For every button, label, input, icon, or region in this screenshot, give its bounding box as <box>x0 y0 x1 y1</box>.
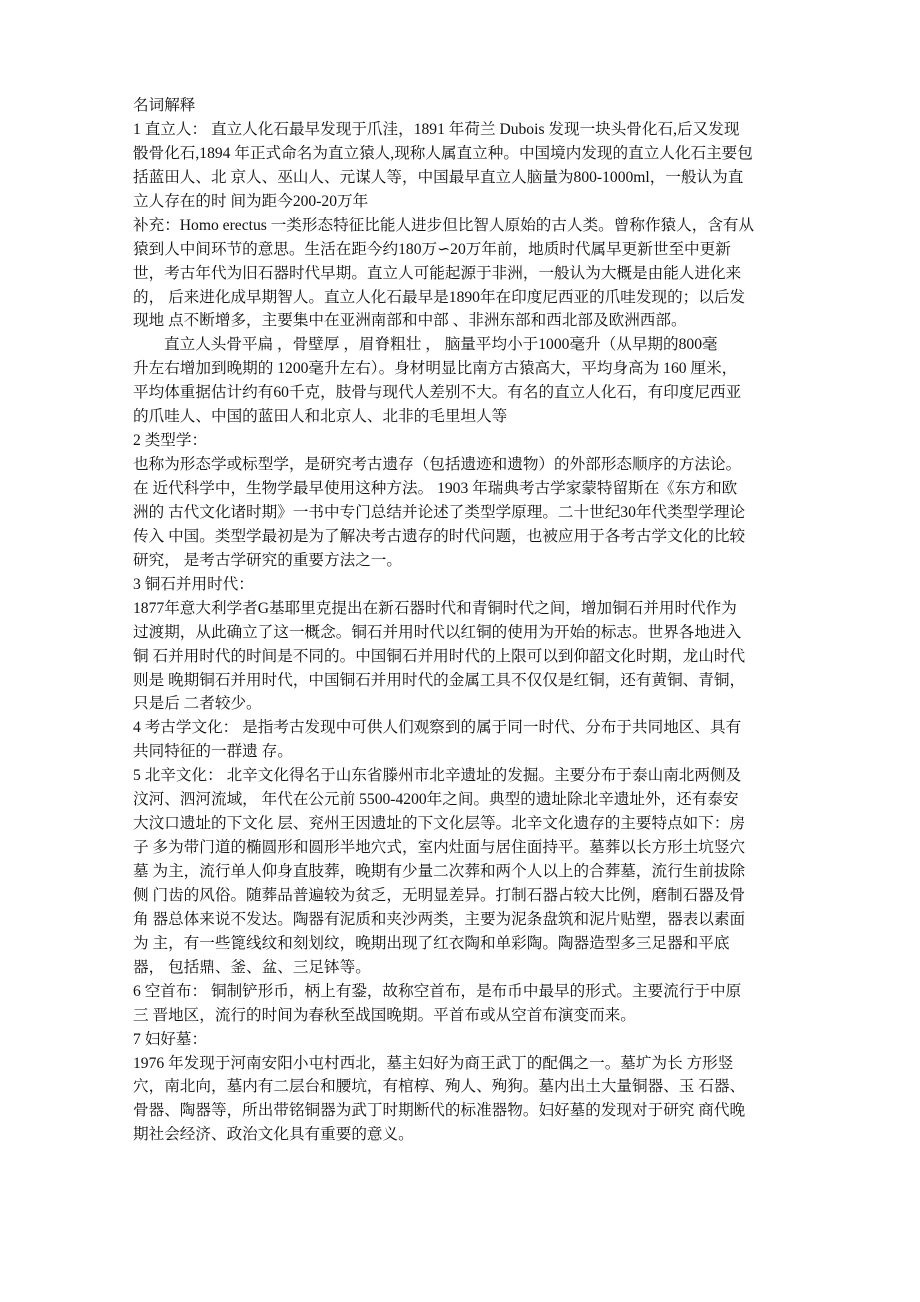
supplement-line: 现地 点不断增多，主要集中在亚洲南部和中部 、非洲东部和西北部及欧洲西部。 <box>133 312 687 330</box>
supplement-line: 世，考古年代为旧石器时代早期。直立人可能起源于非洲，一般认为大概是由能人进化来 <box>133 264 742 282</box>
text-line: 墓 为主，流行单人仰身直肢葬，晚期有少量二次葬和两个人以上的合葬墓，流行生前拔除 <box>133 863 746 880</box>
text-line: 1976 年发现于河南安阳小屯村西北，墓主妇好为商王武丁的配偶之一。墓圹为长 方形竖 <box>133 1054 734 1072</box>
section-heading: 7 妇好墓： <box>133 1030 208 1048</box>
text-line: 升左右增加到晚期的 1200毫升左右）。身材明显比南方古猿高大，平均身高为 160 厘米， <box>133 360 738 378</box>
section-heading: 3 铜石并用时代： <box>133 575 254 593</box>
text-line: 6 空首布： 铜制铲形币，柄上有銎，故称空首布，是布币中最早的形式。主要流行于中原 <box>133 982 742 1000</box>
text-line: 研究， 是考古学研究的重要方法之一。 <box>133 551 402 569</box>
text-line: 括蓝田人、北 京人、巫山人、元谋人等，中国最早直立人脑量为800-1000ml，一般认为直 <box>133 168 744 186</box>
text-line: 过渡期，从此确立了这一概念。铜石并用时代以红铜的使用为开始的标志。世界各地进入 <box>133 623 742 641</box>
supplement-line: 的， 后来进化成早期智人。直立人化石最早是1890年在印度尼西亚的爪哇发现的；以后发 <box>133 288 746 306</box>
text-line: 立人存在的时 间为距今200-20万年 <box>133 192 369 210</box>
text-line: 器， 包括鼎、釜、盆、三足钵等。 <box>133 958 371 976</box>
section-2-typology <box>133 429 793 573</box>
text-line: 侧 门齿的风俗。随葬品普遍较为贫乏，无明显差异。打制石器占较大比例，磨制石器及骨 <box>133 886 746 904</box>
text-line: 传入 中国。类型学最初是为了解决考古遗存的时代问题，也被应用于各考古学文化的比较 <box>133 527 746 545</box>
supplement-line: 补充：Homo erectus 一类形态特征比能人进步但比智人原始的古人类。曾称作猿人，含有从 <box>133 216 755 234</box>
supplement-line: 猿到人中间环节的意思。生活在距今约180万∽20万年前，地质时代属早更新世至中更新 <box>133 240 731 258</box>
section-1-zhiliren <box>133 118 793 429</box>
text-line: 三 晋地区，流行的时间为春秋至战国晚期。平首布或从空首布演变而来。 <box>133 1006 636 1024</box>
text-line: 1 直立人： 直立人化石最早发现于爪洼，1891 年荷兰 Dubois 发现一块头骨化石,后又发现 <box>133 120 740 138</box>
text-line: 大汶口遗址的下文化 层、兖州王因遗址的下文化层等。北辛文化遗存的主要特点如下：房 <box>133 815 746 833</box>
text-line: 穴，南北向，墓内有二层台和腰坑，有棺椁、殉人、殉狗。墓内出土大量铜器、玉 石器、 <box>133 1078 746 1096</box>
text-line: 汶河、泗河流域， 年代在公元前 5500-4200年之间。典型的遗址除北辛遗址外，还有泰安 <box>133 791 739 809</box>
text-line: 平均体重据估计约有60千克，肢骨与现代人差别不大。有名的直立人化石，有印度尼西亚 <box>133 384 742 402</box>
text-line: 铜 石并用时代的时间是不同的。中国铜石并用时代的上限可以到仰韶文化时期，龙山时代 <box>133 647 746 665</box>
text-line: 角 器总体来说不发达。陶器有泥质和夹沙两类，主要为泥条盘筑和泥片贴塑，器表以素面 <box>133 910 746 928</box>
section-5-beixin-culture <box>133 764 793 979</box>
text-line: 只是后 二者较少。 <box>133 695 262 713</box>
text-line: 则是 晚期铜石并用时代，中国铜石并用时代的金属工具不仅仅是红铜，还有黄铜、青铜， <box>133 671 746 689</box>
text-line: 的爪哇人、中国的蓝田人和北京人、北非的毛里坦人等 <box>133 408 508 426</box>
document-title: 名词解释 <box>133 97 196 114</box>
text-line: 期社会经济、政治文化具有重要的意义。 <box>133 1126 414 1144</box>
text-line: 骨器、陶器等，所出带铭铜器为武丁时期断代的标准器物。妇好墓的发现对于研究 商代晚 <box>133 1102 746 1120</box>
section-7-fuhao-tomb <box>133 1028 793 1148</box>
text-line: 子 多为带门道的椭圆形和圆形半地穴式，室内灶面与居住面持平。墓葬以长方形土坑竖穴 <box>133 839 746 857</box>
text-line: 也称为形态学或标型学，是研究考古遗存（包括遗迹和遗物）的外部形态顺序的方法论。 <box>133 456 742 474</box>
text-line: 洲的 古代文化诸时期》一书中专门总结并论述了类型学原理。二十世纪30年代类型学理论 <box>133 503 746 521</box>
section-3-chalcolithic <box>133 573 793 717</box>
text-line: 4 考古学文化： 是指考古发现中可供人们观察到的属于同一时代、分布于共同地区、具有 <box>133 719 742 737</box>
indented-paragraph-line: 直立人头骨平扁 ，骨壁厚 ，眉脊粗壮 ， 脑量平均小于1000毫升（从早期的800毫 <box>164 336 718 354</box>
text-line: 骰骨化石,1894 年正式命名为直立猿人,现称人属直立种。中国境内发现的直立人化石主要包 <box>133 144 753 162</box>
text-line: 在 近代科学中，生物学最早使用这种方法。 1903 年瑞典考古学家蒙特留斯在《东方和欧 <box>133 480 738 497</box>
text-line: 为 主，有一些篦线纹和刻划纹，晚期出现了红衣陶和单彩陶。陶器造型多三足器和平底 <box>133 934 730 952</box>
text-line: 1877年意大利学者G基耶里克提出在新石器时代和青铜时代之间，增加铜石并用时代作为 <box>133 599 737 617</box>
section-heading: 2 类型学： <box>133 432 208 450</box>
section-4-archaeological-culture <box>133 716 793 764</box>
document-page <box>133 94 793 1147</box>
section-6-kongshoubu <box>133 980 793 1028</box>
text-line: 5 北辛文化： 北辛文化得名于山东省滕州市北辛遗址的发掘。主要分布于泰山南北两侧及 <box>133 767 742 785</box>
text-line: 共同特征的一群遗 存。 <box>133 743 293 761</box>
